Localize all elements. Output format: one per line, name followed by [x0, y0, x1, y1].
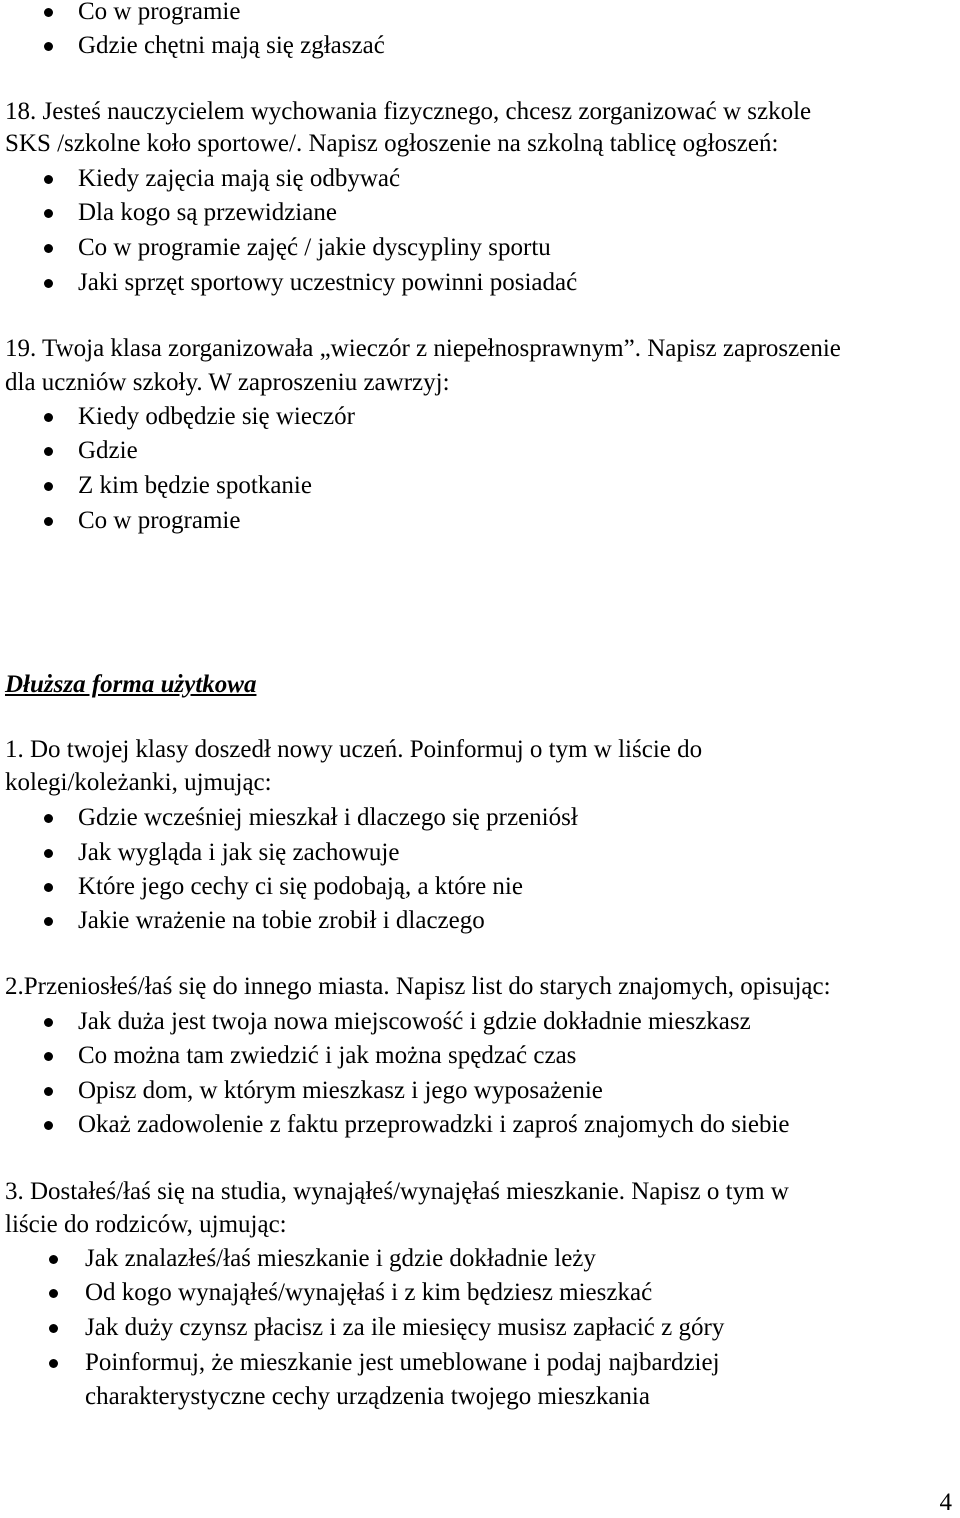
bullet-icon: [44, 883, 53, 892]
bullet-icon: [44, 917, 53, 926]
bullet-icon: [44, 8, 53, 17]
bullet-icon: [44, 814, 53, 823]
task-18-line-1: 18. Jesteś nauczycielem wychowania fizycznego, chcesz zorganizować w szkole: [5, 98, 812, 125]
bullet-icon: [44, 1052, 53, 1061]
task-3-line-1: 3. Dostałeś/łaś się na studia, wynająłeś/wynajęłaś mieszkanie. Napisz o tym w: [5, 1178, 789, 1205]
section-heading: Dłuższa forma użytkowa: [5, 671, 257, 698]
task-3-line-2: liście do rodziców, ujmując:: [5, 1211, 287, 1238]
bullet-icon: [49, 1289, 58, 1298]
bullet-icon: [49, 1359, 58, 1368]
task-18-line-2: SKS /szkolne koło sportowe/. Napisz ogłoszenie na szkolną tablicę ogłoszeń:: [5, 130, 779, 157]
bullet-icon: [44, 849, 53, 858]
bullet-icon: [44, 517, 53, 526]
task-19-line-1: 19. Twoja klasa zorganizowała „wieczór z niepełnosprawnym”. Napisz zaproszenie: [5, 335, 841, 362]
bullet-icon: [44, 1018, 53, 1027]
bullet-icon: [44, 1121, 53, 1130]
bullet-icon: [44, 482, 53, 491]
bullet-icon: [44, 209, 53, 218]
bullet-icon: [44, 42, 53, 51]
page-number: 4: [939, 1489, 952, 1516]
task-19-line-2: dla uczniów szkoły. W zaproszeniu zawrzyj:: [5, 369, 450, 396]
bullet-icon: [44, 244, 53, 253]
task-1-line-1: 1. Do twojej klasy doszedł nowy uczeń. Poinformuj o tym w liście do: [5, 736, 703, 763]
task-1-line-2: kolegi/koleżanki, ujmując:: [5, 769, 272, 796]
bullet-icon: [49, 1324, 58, 1333]
bullet-icon: [44, 279, 53, 288]
bullet-icon: [49, 1255, 58, 1264]
bullet-icon: [44, 1087, 53, 1096]
bullet-icon: [44, 447, 53, 456]
list-item-continuation: charakterystyczne cechy urządzenia twojego mieszkania: [85, 1383, 650, 1410]
task-2-line-1: 2.Przeniosłeś/łaś się do innego miasta. Napisz list do starych znajomych, opisując:: [5, 973, 831, 1000]
bullet-icon: [44, 413, 53, 422]
bullet-icon: [44, 175, 53, 184]
